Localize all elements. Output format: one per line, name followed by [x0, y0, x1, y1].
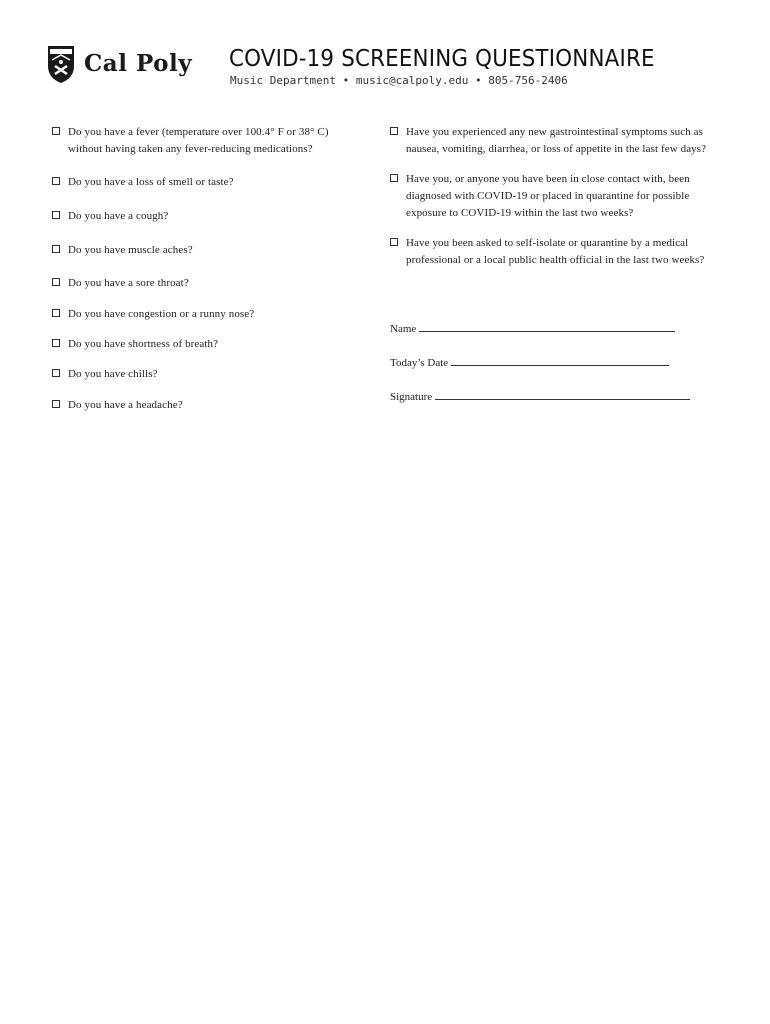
question-text: Have you experienced any new gastrointestinal symptoms such as nausea, vomiting, diarrhea, or loss of appetite in the last few days?	[406, 126, 707, 155]
checkbox[interactable]	[52, 177, 60, 185]
logo-wordmark: Cal Poly	[84, 50, 193, 77]
question-gastrointestinal	[390, 124, 720, 158]
question-text: Do you have congestion or a runny nose?	[68, 308, 255, 320]
checkbox[interactable]	[52, 339, 60, 347]
question-text: Do you have shortness of breath?	[68, 338, 219, 350]
cal-poly-shield-icon	[46, 44, 76, 84]
question-text: Do you have a cough?	[68, 210, 169, 222]
cal-poly-logo	[46, 44, 206, 86]
question-headache	[52, 397, 352, 414]
name-input-line[interactable]	[419, 320, 675, 332]
question-chills	[52, 366, 352, 383]
checkbox[interactable]	[52, 211, 60, 219]
question-congestion	[52, 306, 352, 323]
question-text: Do you have a headache?	[68, 399, 183, 411]
question-text: Have you been asked to self-isolate or quarantine by a medical professional or a local public health official in the last two weeks?	[406, 237, 705, 266]
checkbox[interactable]	[390, 174, 398, 182]
question-text: Do you have chills?	[68, 368, 158, 380]
question-text: Do you have a loss of smell or taste?	[68, 176, 234, 188]
signature-input-line[interactable]	[435, 388, 690, 400]
signature-label: Signature	[390, 391, 433, 403]
question-shortness-of-breath	[52, 336, 352, 353]
checkbox[interactable]	[390, 238, 398, 246]
name-field	[390, 320, 675, 335]
checkbox[interactable]	[52, 127, 60, 135]
question-text: Have you, or anyone you have been in close contact with, been diagnosed with COVID-19 or placed in quarantine for possible exposure to COVID-19 within the last two weeks?	[406, 173, 690, 219]
checkbox[interactable]	[52, 309, 60, 317]
question-close-contact	[390, 171, 720, 222]
question-muscle-aches	[52, 242, 352, 259]
question-text: Do you have a fever (temperature over 100.4° F or 38° C) without having taken any fever-reducing medications?	[68, 126, 329, 155]
question-fever	[52, 124, 352, 158]
date-input-line[interactable]	[451, 354, 669, 366]
question-cough	[52, 208, 352, 225]
checkbox[interactable]	[52, 400, 60, 408]
question-self-isolate	[390, 235, 720, 269]
question-smell-taste	[52, 174, 352, 191]
checkbox[interactable]	[390, 127, 398, 135]
page-title: COVID-19 SCREENING QUESTIONNAIRE	[229, 46, 655, 72]
page-subtitle: Music Department • music@calpoly.edu • 805-756-2406	[230, 74, 568, 87]
checkbox[interactable]	[52, 369, 60, 377]
date-field	[390, 354, 669, 369]
question-text: Do you have muscle aches?	[68, 244, 193, 256]
date-label: Today’s Date	[390, 357, 449, 369]
question-text: Do you have a sore throat?	[68, 277, 189, 289]
question-sore-throat	[52, 275, 352, 292]
checkbox[interactable]	[52, 278, 60, 286]
signature-field	[390, 388, 690, 403]
checkbox[interactable]	[52, 245, 60, 253]
name-label: Name	[390, 323, 417, 335]
